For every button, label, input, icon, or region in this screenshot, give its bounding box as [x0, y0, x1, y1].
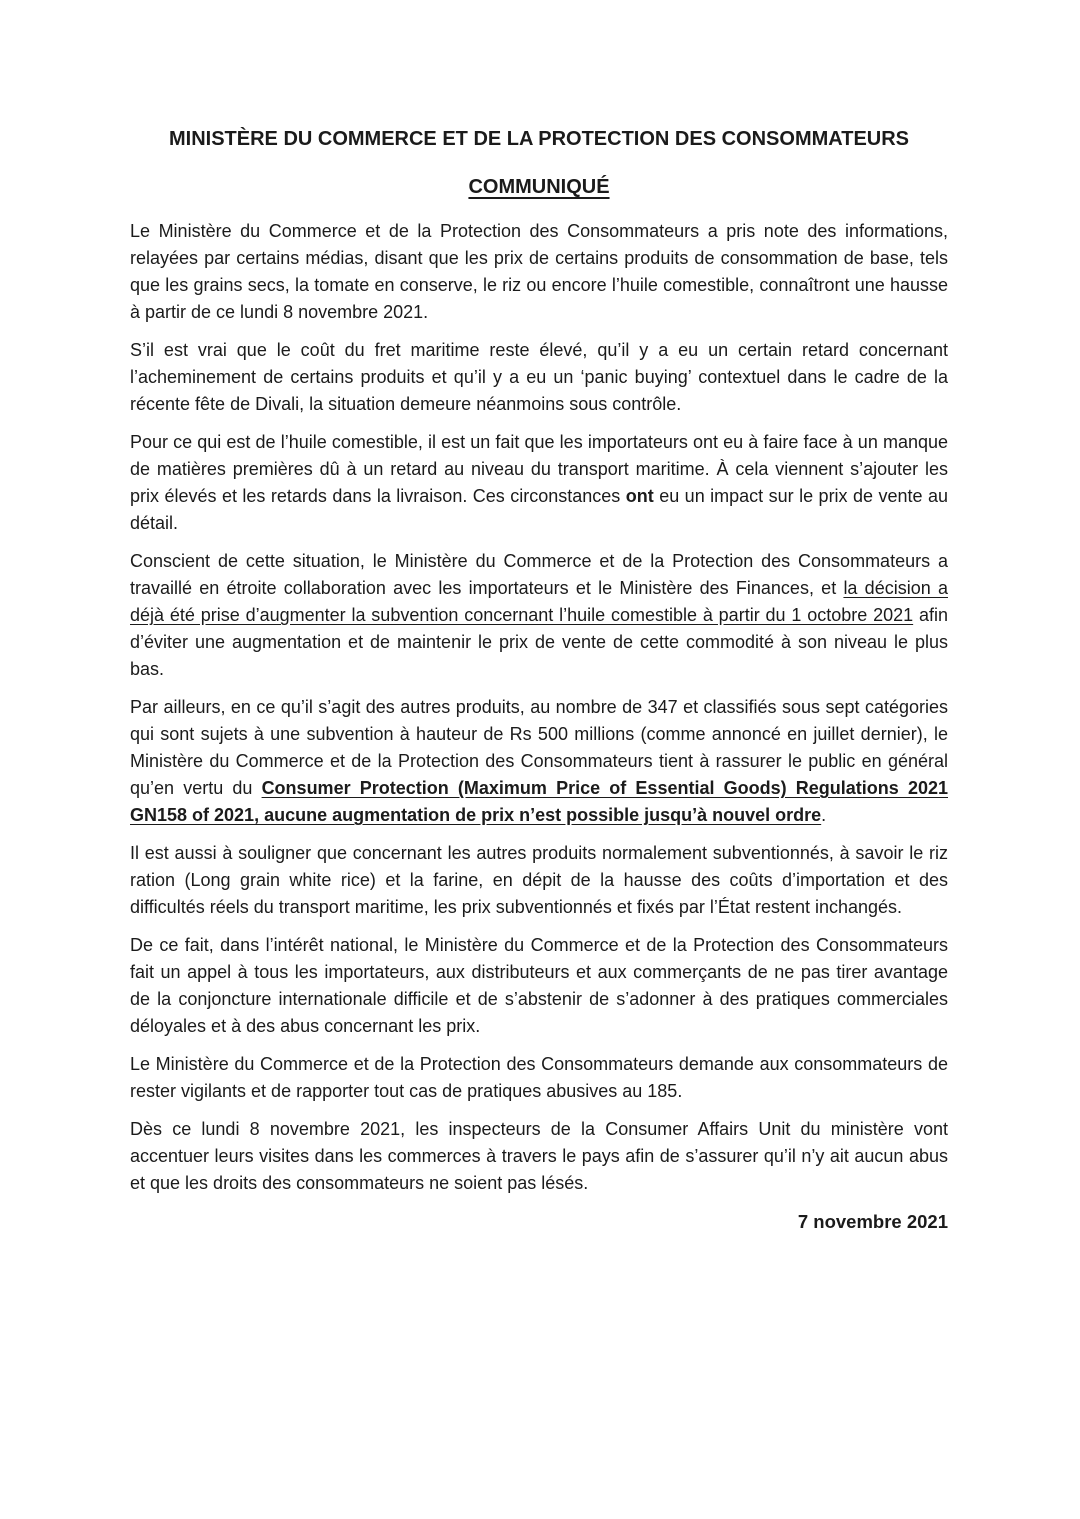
- paragraph: [130, 932, 948, 1040]
- paragraph: [130, 1116, 948, 1197]
- document-title: MINISTÈRE DU COMMERCE ET DE LA PROTECTION DES CONSOMMATEURS: [168, 128, 910, 150]
- text-run: Il est aussi à souligner que concernant les autres produits normalement subventionnés, à savoir le riz ration (Long grain white rice) et la farine, en dépit de la hausse des coûts d’importation et des difficultés réels du transport maritime, les prix subventionnés et fixés par l’État restent inchangés.: [130, 843, 948, 917]
- paragraph: [130, 429, 948, 537]
- text-run: afin d’éviter une augmentation et de maintenir le prix de vente de cette commodité à son niveau le plus bas.: [130, 605, 948, 679]
- document-date: 7 novembre 2021: [797, 1211, 948, 1232]
- text-run: S’il est vrai que le coût du fret maritime reste élevé, qu’il y a eu un certain retard concernant l’acheminement de certains produits et qu’il y a eu un ‘panic buying’ contextuel dans le cadre de la récente fête de Divali, la situation demeure néanmoins sous contrôle.: [130, 340, 948, 414]
- text-run: Consumer Protection (Maximum Price of Essential Goods) Regulations 2021 GN158 of 2021, aucune augmentation de prix n’est possible jusqu’à nouvel ordre: [130, 778, 948, 825]
- document-subtitle: [130, 176, 948, 199]
- text-run: eu un impact sur le prix de vente au détail.: [130, 486, 948, 533]
- paragraph: [130, 218, 948, 326]
- text-run: Le Ministère du Commerce et de la Protection des Consommateurs demande aux consommateurs de rester vigilants et de rapporter tout cas de pratiques abusives au 185.: [130, 1054, 948, 1101]
- text-run: Pour ce qui est de l’huile comestible, il est un fait que les importateurs ont eu à faire face à un manque de matières premières dû à un retard au niveau du transport maritime. À cela viennent s’ajouter les prix élevés et les retards dans la livraison. Ces circonstances: [130, 432, 948, 506]
- paragraph: [130, 548, 948, 683]
- document-subtitle-text: COMMUNIQUÉ: [468, 176, 610, 198]
- text-run: .: [821, 805, 827, 825]
- text-run: De ce fait, dans l’intérêt national, le Ministère du Commerce et de la Protection des Consommateurs fait un appel à tous les importateurs, aux distributeurs et aux commerçants de ne pas tirer avantage de la conjoncture internationale difficile et de s’abstenir de s’adonner à des pratiques commerciales déloyales et à des abus concernant les prix.: [130, 935, 948, 1036]
- text-run: la décision a déjà été prise d’augmenter la subvention concernant l’huile comestible à partir du 1 octobre 2021: [130, 578, 948, 625]
- paragraph: [130, 1051, 948, 1105]
- text-run: Dès ce lundi 8 novembre 2021, les inspecteurs de la Consumer Affairs Unit du ministère vont accentuer leurs visites dans les commerces à travers le pays afin de s’assurer qu’il n’y ait aucun abus et que les droits des consommateurs ne soient pas lésés.: [130, 1119, 948, 1193]
- text-run: ont: [625, 486, 654, 506]
- paragraph: [130, 337, 948, 418]
- paragraph: [130, 840, 948, 921]
- text-run: Le Ministère du Commerce et de la Protection des Consommateurs a pris note des informations, relayées par certains médias, disant que les prix de certains produits de consommation de base, tels que les grains secs, la tomate en conserve, le riz ou encore l’huile comestible, connaîtront une hausse à partir de ce lundi 8 novembre 2021.: [130, 221, 948, 322]
- paragraphs: [130, 218, 948, 1197]
- text-run: Conscient de cette situation, le Ministère du Commerce et de la Protection des Consommateurs a travaillé en étroite collaboration avec les importateurs et le Ministère des Finances, et: [130, 551, 948, 598]
- text-run: Par ailleurs, en ce qu’il s’agit des autres produits, au nombre de 347 et classifiés sous sept catégories qui sont sujets à une subvention à hauteur de Rs 500 millions (comme annoncé en juillet dernier), le Ministère du Commerce et de la Protection des Consommateurs tient à rassurer le public en général qu’en vertu du: [130, 697, 948, 798]
- paragraph: [130, 694, 948, 829]
